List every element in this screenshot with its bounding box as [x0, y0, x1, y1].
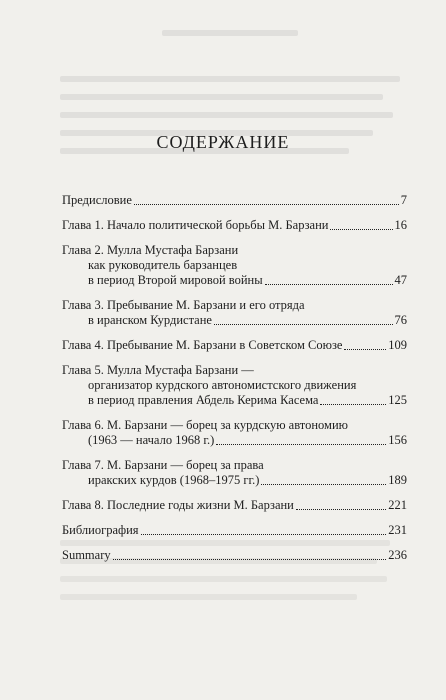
toc-entry-title: Глава 3. Пребывание М. Барзани и его отряда: [62, 298, 305, 312]
toc-entry-title: Глава 2. Мулла Мустафа Барзани: [62, 243, 239, 257]
toc-entry-title: Предисловие: [62, 193, 132, 207]
toc-entry: [62, 363, 407, 408]
toc-leader-dots: [141, 534, 387, 535]
toc-entry-title: Глава 7. М. Барзани — борец за права: [62, 458, 264, 472]
toc-leader-dots: [113, 559, 387, 560]
toc-entry-title: Библиография: [62, 523, 139, 537]
toc-leader-dots: [216, 444, 386, 445]
toc-page-number: 156: [388, 433, 407, 447]
toc-leader-dots: [320, 404, 386, 405]
table-of-contents: [62, 193, 407, 573]
toc-entry-title: Глава 6. М. Барзани — борец за курдскую автономию: [62, 418, 348, 432]
toc-entry: [62, 548, 407, 563]
page-title: СОДЕРЖАНИЕ: [156, 132, 290, 152]
toc-leader-dots: [134, 204, 399, 205]
toc-entry-title: в период Второй мировой войны: [88, 273, 263, 287]
toc-leader-dots: [344, 349, 386, 350]
toc-page-number: 47: [394, 273, 407, 287]
toc-entry-title: Глава 8. Последние годы жизни М. Барзани: [62, 498, 294, 512]
toc-entry-title: Глава 4. Пребывание М. Барзани в Советском Союзе: [62, 338, 343, 352]
toc-entry-title: как руководитель барзанцев: [88, 258, 238, 272]
toc-entry: [62, 243, 407, 288]
toc-entry-title: Summary: [62, 548, 111, 562]
toc-page-number: 236: [388, 548, 407, 562]
toc-leader-dots: [261, 484, 386, 485]
toc-page-number: 7: [400, 193, 407, 207]
toc-entry: [62, 523, 407, 538]
toc-entry: [62, 418, 407, 448]
toc-entry: [62, 458, 407, 488]
toc-entry: [62, 498, 407, 513]
toc-page-number: 189: [388, 473, 407, 487]
toc-page-number: 221: [388, 498, 407, 512]
toc-leader-dots: [330, 229, 392, 230]
toc-entry-title: организатор курдского автономистского движения: [88, 378, 357, 392]
toc-page-number: 76: [394, 313, 407, 327]
toc-leader-dots: [296, 509, 386, 510]
toc-leader-dots: [214, 324, 393, 325]
toc-page-number: 231: [388, 523, 407, 537]
toc-entry: [62, 338, 407, 353]
toc-entry-title: (1963 — начало 1968 г.): [88, 433, 215, 447]
toc-entry-title: Глава 5. Мулла Мустафа Барзани —: [62, 363, 254, 377]
toc-page-number: 109: [388, 338, 407, 352]
toc-entry-title: Глава 1. Начало политической борьбы М. Барзани: [62, 218, 329, 232]
toc-entry: [62, 218, 407, 233]
toc-page-number: 125: [388, 393, 407, 407]
toc-entry-title: в период правления Абдель Керима Касема: [88, 393, 319, 407]
toc-entry-title: в иранском Курдистане: [88, 313, 212, 327]
toc-entry-title: иракских курдов (1968–1975 гг.): [88, 473, 260, 487]
toc-entry: [62, 193, 407, 208]
toc-leader-dots: [265, 284, 393, 285]
toc-page-number: 16: [394, 218, 407, 232]
toc-entry: [62, 298, 407, 328]
